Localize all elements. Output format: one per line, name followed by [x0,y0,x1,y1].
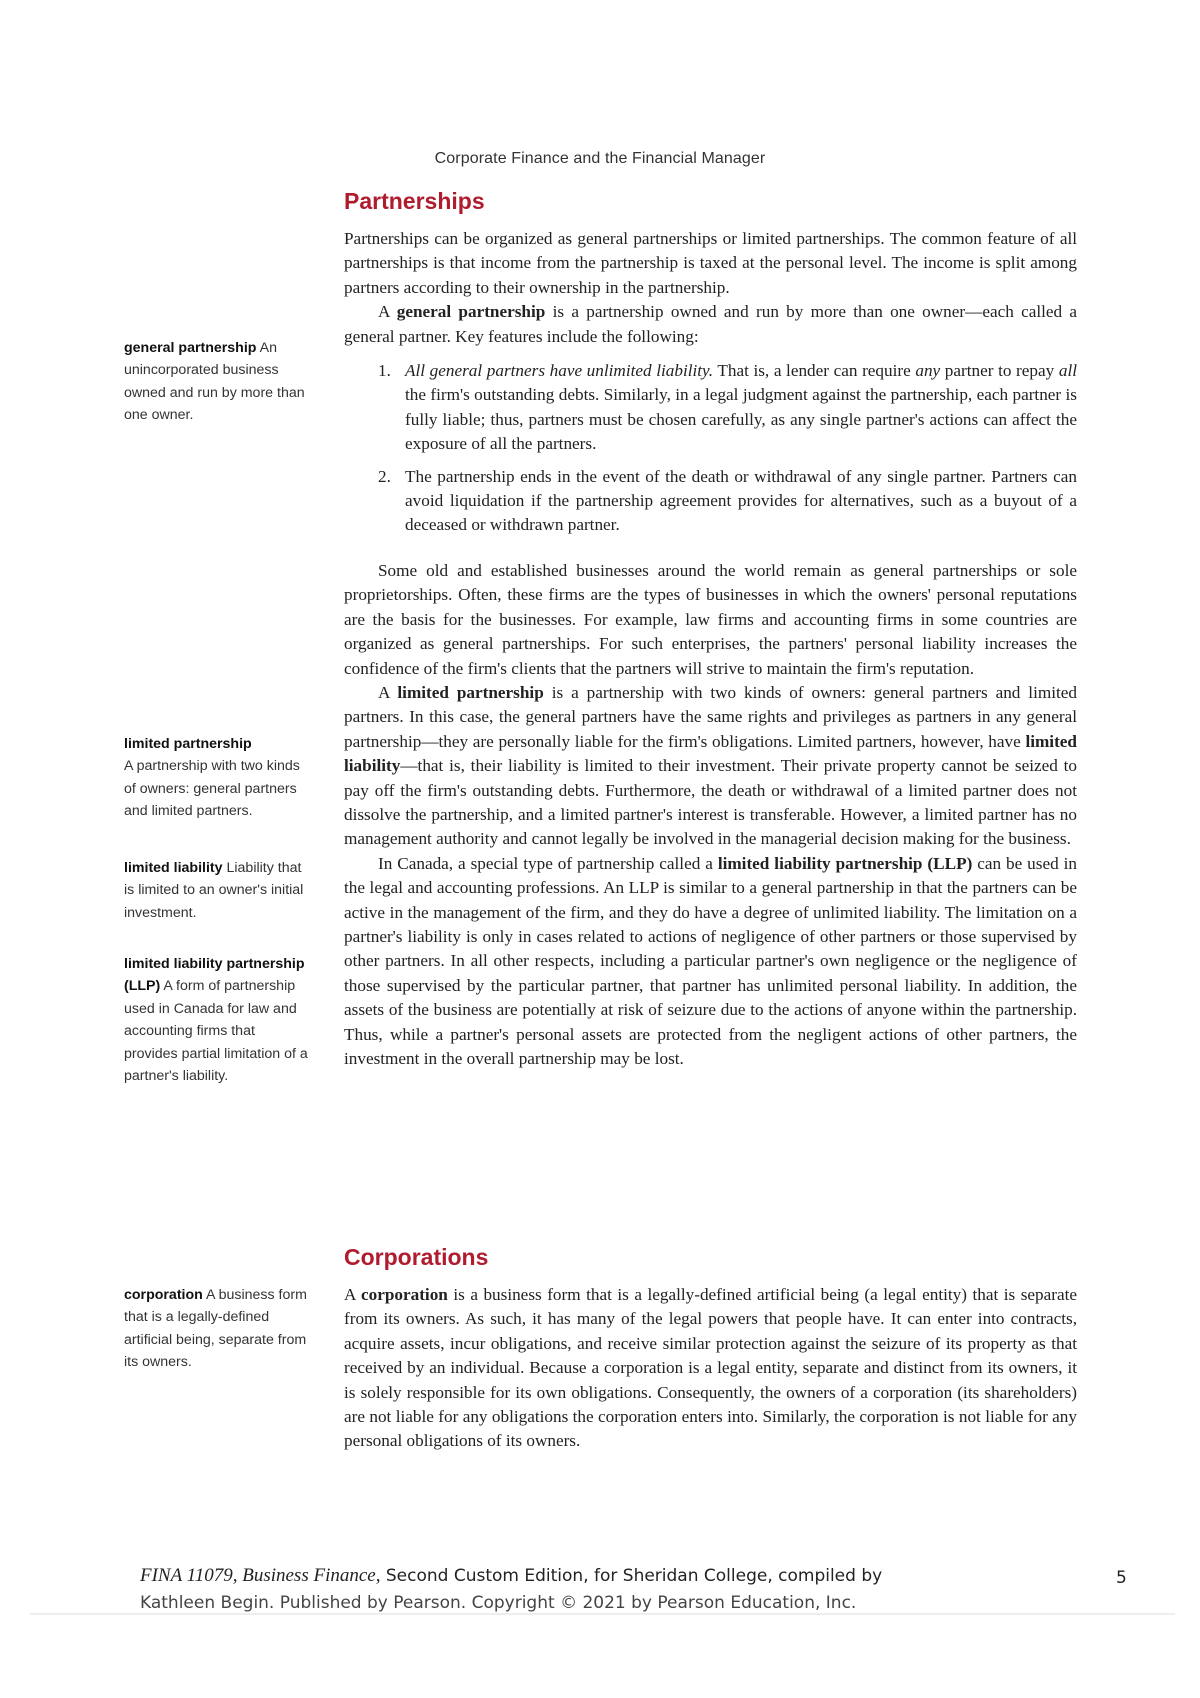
footer-credit [140,1562,1020,1617]
general-partnership-paragraph: A general partnership is a partnership owned and run by more than one owner—each called a general partner. Key features include the following: [344,302,1077,346]
corporation-paragraph: A corporation is a business form that is a legally-defined artificial being (a legal entity) that is separate from its owners. As such, it has many of the legal powers that people have. It can enter into contracts, acquire assets, incur obligations, and receive similar protection against the seizure of its property as that received by an individual. Because a corporation is a legal entity, separate and distinct from its owners, it is solely responsible for its own obligations. Consequently, the owners of a corporation (its shareholders) are not liable for any obligations the corporation enters into. Similarly, the corporation is not liable for any personal obligations of its owners. [344,1285,1077,1451]
established-businesses-paragraph: Some old and established businesses around the world remain as general partnerships or sole proprietorships. Often, these firms are the types of businesses in which the owners' personal reputations are the basis for the businesses. For example, law firms and accounting firms in some countries are organized as general partnerships. For such enterprises, the partners' personal liability increases the confidence of the firm's clients that the partners will strive to maintain the firm's reputation. [344,560,1077,678]
partnerships-body [344,227,1077,1071]
limited-partnership-paragraph: A limited partnership is a partnership with two kinds of owners: general partners and limited partners. In this case, the general partners have the same rights and privileges as partners in any general partnership—they are personally liable for the firm's obligations. Limited partners, however, have limited liability—that is, their liability is limited to their investment. Their private property cannot be seized to pay off the firm's outstanding debts. Furthermore, the death or withdrawal of a limited partner does not dissolve the partnership, and a limited partner's interest is transferable. However, a limited partner has no management authority and cannot legally be involved in the managerial decision making for the business. [344,682,1077,849]
page-number: 5 [1116,1568,1127,1588]
footer-line-1: FINA 11079, Business Finance, Second Custom Edition, for Sheridan College, compiled by [140,1565,883,1586]
section-heading-partnerships: Partnerships [344,188,485,214]
term-limited-partnership: limited partnership [397,682,544,702]
footer-line-2: Kathleen Begin. Published by Pearson. Copyright © 2021 by Pearson Education, Inc. [140,1593,857,1613]
term-llp: limited liability partnership (LLP) [717,853,973,873]
glossary-general-partnership: general partnership An unincorporated business owned and run by more than one owner. [124,340,305,424]
glossary-limited-partnership: limited partnership A partnership with two kinds of owners: general partners and limited partners. [124,736,300,820]
term-limited-liability: limited liability [344,731,1077,776]
term-corporation: corporation [360,1285,448,1304]
glossary-corporation: corporation A business form that is a legally-defined artificial being, separate from its owners. [124,1287,307,1371]
glossary-llp: limited liability partnership (LLP) A form of partnership used in Canada for law and accounting firms that provides partial limitation of a partner's liability. [124,956,308,1085]
term-general-partnership: general partnership [396,302,546,322]
running-head: Corporate Finance and the Financial Manager [434,150,766,167]
corporations-body [344,1283,1077,1454]
glossary-limited-liability: limited liability Liability that is limited to an owner's initial investment. [124,860,304,921]
partnerships-intro: Partnerships can be organized as general partnerships or limited partnerships. The common feature of all partnerships is that income from the partnership is taxed at the personal level. The income is split among partners according to their ownership in the partnership. [344,229,1077,297]
list-item: 1. All general partners have unlimited liability. That is, a lender can require any partner to repay all the firm's outstanding debts. Similarly, in a legal judgment against the partnership, each partner is fully liable; thus, partners must be chosen carefully, as any single partner's actions can affect the exposure of all the partners. [378,361,1077,454]
footer-divider [30,1613,1175,1615]
features-list [344,359,1077,538]
llp-paragraph: In Canada, a special type of partnership called a limited liability partnership (LLP) can be used in the legal and accounting professions. An LLP is similar to a general partnership in that the partners can be active in the management of the firm, and they do have a degree of unlimited liability. The limitation on a partner's liability is only in cases related to actions of negligence of other partners or those supervised by other partners. In all other respects, including a particular partner's own negligence or the negligence of those supervised by the particular partner, that partner has unlimited personal liability. In addition, the assets of the business are potentially at risk of seizure due to the actions of anyone within the partnership. Thus, while a partner's personal assets are protected from the negligent actions of other partners, the investment in the overall partnership may be lost. [344,853,1077,1068]
section-heading-corporations: Corporations [344,1244,489,1270]
list-item: 2. The partnership ends in the event of the death or withdrawal of any single partner. Partners can avoid liquidation if the partnership agreement provides for alternatives, such as a buyout of a deceased or withdrawn partner. [378,466,1077,535]
